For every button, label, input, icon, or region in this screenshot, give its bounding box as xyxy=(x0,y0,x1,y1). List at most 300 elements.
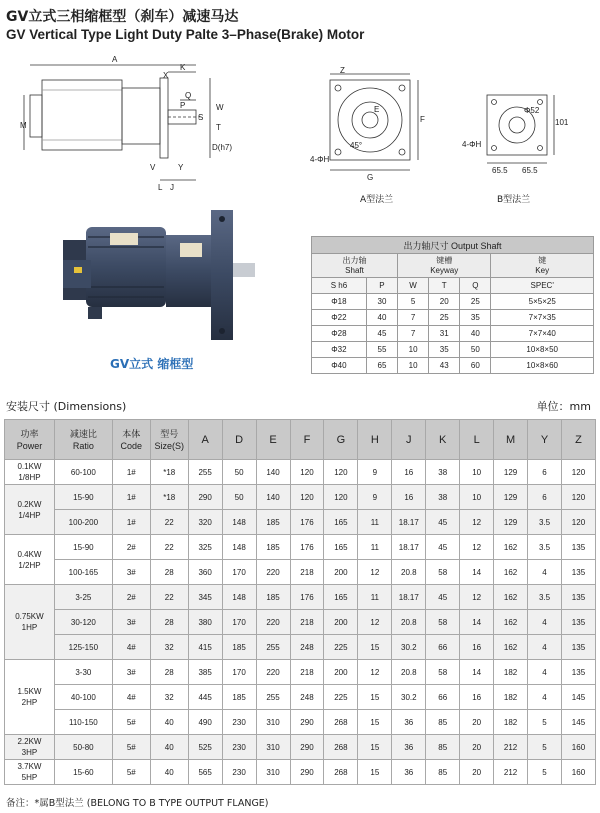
dim-cell: 162 xyxy=(494,535,528,560)
dim-cell: 16 xyxy=(460,685,494,710)
dim-cell: 140 xyxy=(256,485,290,510)
dim-cell: 565 xyxy=(188,760,222,785)
dim-cell: 3.5 xyxy=(528,535,562,560)
header-z: Z xyxy=(561,420,595,460)
dim-cell: 290 xyxy=(188,485,222,510)
dim-cell: 4 xyxy=(528,685,562,710)
dim-cell: 5# xyxy=(112,735,150,760)
dim-cell: 4 xyxy=(528,610,562,635)
dim-cell: 22 xyxy=(150,510,188,535)
dim-cell: 36 xyxy=(392,735,426,760)
shaft-cell: 50 xyxy=(460,342,491,358)
dim-cell: 12 xyxy=(358,610,392,635)
shaft-cell: 10 xyxy=(398,342,429,358)
dim-cell: 5 xyxy=(528,735,562,760)
side-label-s: S xyxy=(198,113,204,122)
dim-cell: 290 xyxy=(290,710,324,735)
header-d: D xyxy=(222,420,256,460)
header-code: 本体 Code xyxy=(112,420,150,460)
dim-cell: 15 xyxy=(358,635,392,660)
dim-cell: 185 xyxy=(222,685,256,710)
dim-cell: 212 xyxy=(494,760,528,785)
dim-cell: 38 xyxy=(426,460,460,485)
dim-cell: 125-150 xyxy=(54,635,112,660)
dim-cell: 162 xyxy=(494,610,528,635)
side-label-y: Y xyxy=(178,163,184,172)
dim-cell: 1# xyxy=(112,460,150,485)
dim-cell: 135 xyxy=(561,585,595,610)
dim-cell: 182 xyxy=(494,685,528,710)
dim-cell: 30.2 xyxy=(392,635,426,660)
dim-cell: 38 xyxy=(426,485,460,510)
motor-photo xyxy=(58,205,258,345)
dim-cell: 120 xyxy=(561,510,595,535)
dim-cell: 15-90 xyxy=(54,485,112,510)
dim-cell: 18.17 xyxy=(392,535,426,560)
shaft-row xyxy=(312,310,594,326)
dim-cell: 22 xyxy=(150,535,188,560)
side-label-d: D(h7) xyxy=(212,143,233,152)
table-row xyxy=(5,585,596,610)
shaft-cell: Φ40 xyxy=(312,358,367,374)
page-title-en: GV Vertical Type Light Duty Palte 3–Phase(Brake) Motor xyxy=(6,27,365,42)
dim-cell: 225 xyxy=(324,635,358,660)
shaft-row xyxy=(312,294,594,310)
shaft-group-header: 出力轴 Shaft xyxy=(312,254,398,278)
dim-cell: 129 xyxy=(494,485,528,510)
sub-header-s: S h6 xyxy=(312,278,367,294)
dim-cell: 15 xyxy=(358,760,392,785)
shaft-cell: 40 xyxy=(460,326,491,342)
dim-cell: *18 xyxy=(150,460,188,485)
side-label-l: L xyxy=(158,183,163,192)
dim-cell: 18.17 xyxy=(392,510,426,535)
dim-cell: 185 xyxy=(256,535,290,560)
dim-cell: 3# xyxy=(112,660,150,685)
dim-cell: 165 xyxy=(324,510,358,535)
header-l: L xyxy=(460,420,494,460)
table-row xyxy=(5,735,596,760)
dim-cell: 4 xyxy=(528,660,562,685)
dim-cell: 5 xyxy=(528,710,562,735)
dim-cell: 15-60 xyxy=(54,760,112,785)
dim-cell: 6 xyxy=(528,460,562,485)
table-row xyxy=(5,510,596,535)
dim-cell: 220 xyxy=(256,660,290,685)
dim-cell: 360 xyxy=(188,560,222,585)
dim-cell: 176 xyxy=(290,535,324,560)
dim-cell: 3-25 xyxy=(54,585,112,610)
dim-cell: *18 xyxy=(150,485,188,510)
dim-cell: 66 xyxy=(426,685,460,710)
dim-cell: 12 xyxy=(358,660,392,685)
dim-cell: 380 xyxy=(188,610,222,635)
shaft-row xyxy=(312,326,594,342)
dim-cell: 28 xyxy=(150,560,188,585)
dim-cell: 3.5 xyxy=(528,585,562,610)
dim-cell: 110-150 xyxy=(54,710,112,735)
motor-photo-caption: GV立式 缩框型 xyxy=(110,357,194,371)
sub-header-q: Q xyxy=(460,278,491,294)
shaft-cell: 10×8×60 xyxy=(491,358,594,374)
dim-cell: 5# xyxy=(112,710,150,735)
dim-cell: 290 xyxy=(290,735,324,760)
dim-cell: 255 xyxy=(188,460,222,485)
shaft-cell: 25 xyxy=(429,310,460,326)
dim-cell: 14 xyxy=(460,660,494,685)
dim-cell: 310 xyxy=(256,710,290,735)
dim-cell: 3# xyxy=(112,610,150,635)
dim-cell: 2# xyxy=(112,535,150,560)
dim-cell: 14 xyxy=(460,560,494,585)
table-row xyxy=(5,610,596,635)
footnote: 备注：*属B型法兰 (BELONG TO B TYPE OUTPUT FLANGE) xyxy=(6,798,269,809)
dim-cell: 45 xyxy=(426,535,460,560)
dim-cell: 230 xyxy=(222,735,256,760)
header-m: M xyxy=(494,420,528,460)
dim-cell: 145 xyxy=(561,710,595,735)
dim-cell: 4# xyxy=(112,635,150,660)
shaft-cell: 5 xyxy=(398,294,429,310)
dim-cell: 9 xyxy=(358,460,392,485)
shaft-cell: Φ28 xyxy=(312,326,367,342)
dim-cell: 16 xyxy=(392,460,426,485)
dim-cell: 100-200 xyxy=(54,510,112,535)
dim-cell: 230 xyxy=(222,760,256,785)
dim-cell: 170 xyxy=(222,560,256,585)
dim-cell: 220 xyxy=(256,610,290,635)
dim-cell: 120 xyxy=(290,485,324,510)
dim-cell: 385 xyxy=(188,660,222,685)
dim-cell: 3.5 xyxy=(528,510,562,535)
dim-cell: 50-80 xyxy=(54,735,112,760)
dim-cell: 1# xyxy=(112,485,150,510)
dim-cell: 5 xyxy=(528,760,562,785)
dim-cell: 255 xyxy=(256,685,290,710)
flange-b-label-101: 101 xyxy=(555,118,569,127)
dim-cell: 10 xyxy=(460,460,494,485)
dim-cell: 129 xyxy=(494,510,528,535)
dim-cell: 16 xyxy=(392,485,426,510)
side-label-m: M xyxy=(20,121,27,130)
dim-cell: 185 xyxy=(222,635,256,660)
dim-cell: 129 xyxy=(494,460,528,485)
dim-cell: 20 xyxy=(460,735,494,760)
dim-cell: 12 xyxy=(460,535,494,560)
dim-cell: 3# xyxy=(112,560,150,585)
header-h: H xyxy=(358,420,392,460)
dim-cell: 310 xyxy=(256,760,290,785)
dim-cell: 135 xyxy=(561,535,595,560)
side-label-k: K xyxy=(180,63,186,72)
dim-cell: 32 xyxy=(150,685,188,710)
dim-cell: 60-100 xyxy=(54,460,112,485)
power-cell: 2.2KW 3HP xyxy=(5,735,55,760)
side-label-v: V xyxy=(150,163,156,172)
dim-cell: 320 xyxy=(188,510,222,535)
dim-cell: 4 xyxy=(528,635,562,660)
dim-cell: 36 xyxy=(392,710,426,735)
table-row xyxy=(5,485,596,510)
flange-b-drawing xyxy=(462,85,567,175)
dim-cell: 218 xyxy=(290,660,324,685)
dim-cell: 200 xyxy=(324,610,358,635)
sub-header-spec: SPEC' xyxy=(491,278,594,294)
shaft-cell: 30 xyxy=(366,294,397,310)
table-row xyxy=(5,535,596,560)
shaft-cell: Φ18 xyxy=(312,294,367,310)
dim-cell: 160 xyxy=(561,760,595,785)
dim-cell: 162 xyxy=(494,560,528,585)
sub-header-p: P xyxy=(366,278,397,294)
dim-cell: 15 xyxy=(358,710,392,735)
table-row xyxy=(5,760,596,785)
shaft-row xyxy=(312,358,594,374)
dim-cell: 100-165 xyxy=(54,560,112,585)
output-shaft-table xyxy=(311,236,594,374)
power-cell: 0.2KW 1/4HP xyxy=(5,485,55,535)
dim-cell: 248 xyxy=(290,685,324,710)
flange-a-label-z: Z xyxy=(340,66,345,75)
dim-cell: 162 xyxy=(494,635,528,660)
dim-cell: 145 xyxy=(561,685,595,710)
power-cell: 0.75KW 1HP xyxy=(5,585,55,660)
shaft-cell: 43 xyxy=(429,358,460,374)
flange-b-label-655-b: 65.5 xyxy=(522,166,538,175)
dim-cell: 230 xyxy=(222,710,256,735)
unit-label: 单位：mm xyxy=(536,400,591,413)
shaft-cell: 55 xyxy=(366,342,397,358)
side-label-x: X xyxy=(163,71,169,80)
sub-header-w: W xyxy=(398,278,429,294)
dim-cell: 15-90 xyxy=(54,535,112,560)
dim-cell: 162 xyxy=(494,585,528,610)
dim-cell: 50 xyxy=(222,460,256,485)
flange-b-label-52: Φ52 xyxy=(524,106,540,115)
dim-cell: 120 xyxy=(324,460,358,485)
table-row xyxy=(5,685,596,710)
dim-cell: 176 xyxy=(290,585,324,610)
flange-b-label: B型法兰 xyxy=(497,195,531,205)
dim-cell: 11 xyxy=(358,535,392,560)
table-row xyxy=(5,660,596,685)
shaft-cell: 7 xyxy=(398,310,429,326)
sub-header-t: T xyxy=(429,278,460,294)
dim-cell: 135 xyxy=(561,660,595,685)
dim-cell: 120 xyxy=(561,460,595,485)
dim-cell: 3-30 xyxy=(54,660,112,685)
dim-cell: 185 xyxy=(256,585,290,610)
header-y: Y xyxy=(528,420,562,460)
shaft-row xyxy=(312,342,594,358)
side-label-t: T xyxy=(216,123,221,132)
shaft-cell: 31 xyxy=(429,326,460,342)
dimensions-heading: 安装尺寸 (Dimensions) xyxy=(6,400,127,413)
side-label-a: A xyxy=(112,55,118,64)
dim-cell: 182 xyxy=(494,660,528,685)
dim-cell: 15 xyxy=(358,735,392,760)
dim-cell: 14 xyxy=(460,610,494,635)
dim-cell: 85 xyxy=(426,735,460,760)
dim-cell: 170 xyxy=(222,660,256,685)
dim-cell: 16 xyxy=(460,635,494,660)
dim-cell: 6 xyxy=(528,485,562,510)
table-row xyxy=(5,460,596,485)
power-cell: 0.4KW 1/2HP xyxy=(5,535,55,585)
dim-cell: 148 xyxy=(222,585,256,610)
header-power: 功率 Power xyxy=(5,420,55,460)
dim-cell: 176 xyxy=(290,510,324,535)
dim-cell: 20.8 xyxy=(392,610,426,635)
dim-cell: 525 xyxy=(188,735,222,760)
dim-cell: 140 xyxy=(256,460,290,485)
dim-cell: 20.8 xyxy=(392,660,426,685)
dim-cell: 36 xyxy=(392,760,426,785)
dim-cell: 160 xyxy=(561,735,595,760)
dim-cell: 40 xyxy=(150,735,188,760)
flange-b-label-holes: 4-ΦH xyxy=(462,140,482,149)
flange-a-label-f: F xyxy=(420,115,425,124)
header-f: F xyxy=(290,420,324,460)
dim-cell: 32 xyxy=(150,635,188,660)
dim-cell: 185 xyxy=(256,510,290,535)
flange-a-drawing xyxy=(310,66,430,185)
power-cell: 0.1KW 1/8HP xyxy=(5,460,55,485)
shaft-cell: 20 xyxy=(429,294,460,310)
shaft-cell: 35 xyxy=(429,342,460,358)
dim-cell: 30-120 xyxy=(54,610,112,635)
flange-b-label-655-a: 65.5 xyxy=(492,166,508,175)
dim-cell: 10 xyxy=(460,485,494,510)
dim-cell: 58 xyxy=(426,610,460,635)
dim-cell: 135 xyxy=(561,560,595,585)
dim-cell: 4 xyxy=(528,560,562,585)
dim-cell: 290 xyxy=(290,760,324,785)
dim-cell: 200 xyxy=(324,660,358,685)
dim-cell: 490 xyxy=(188,710,222,735)
shaft-cell: 60 xyxy=(460,358,491,374)
side-label-j: J xyxy=(170,183,174,192)
side-label-w: W xyxy=(216,103,224,112)
dim-cell: 182 xyxy=(494,710,528,735)
dim-cell: 5# xyxy=(112,760,150,785)
dim-cell: 85 xyxy=(426,710,460,735)
dim-cell: 45 xyxy=(426,585,460,610)
dim-cell: 415 xyxy=(188,635,222,660)
dim-cell: 120 xyxy=(324,485,358,510)
side-label-q: Q xyxy=(185,91,192,100)
shaft-cell: 7×7×35 xyxy=(491,310,594,326)
dim-cell: 20.8 xyxy=(392,560,426,585)
side-label-p: P xyxy=(180,101,186,110)
header-g: G xyxy=(324,420,358,460)
dim-cell: 120 xyxy=(290,460,324,485)
dim-cell: 11 xyxy=(358,510,392,535)
dimensions-table xyxy=(4,419,596,785)
table-row xyxy=(5,560,596,585)
dim-cell: 58 xyxy=(426,560,460,585)
power-cell: 1.5KW 2HP xyxy=(5,660,55,735)
dim-cell: 18.17 xyxy=(392,585,426,610)
table-row xyxy=(5,710,596,735)
dim-cell: 200 xyxy=(324,560,358,585)
shaft-cell: 45 xyxy=(366,326,397,342)
dim-cell: 268 xyxy=(324,760,358,785)
dim-cell: 325 xyxy=(188,535,222,560)
header-ratio: 减速比 Ratio xyxy=(54,420,112,460)
dim-cell: 148 xyxy=(222,510,256,535)
dim-cell: 85 xyxy=(426,760,460,785)
shaft-cell: 25 xyxy=(460,294,491,310)
shaft-cell: 40 xyxy=(366,310,397,326)
dim-cell: 135 xyxy=(561,635,595,660)
dim-cell: 165 xyxy=(324,585,358,610)
dim-cell: 22 xyxy=(150,585,188,610)
shaft-cell: 7×7×40 xyxy=(491,326,594,342)
dim-cell: 28 xyxy=(150,610,188,635)
flange-a-label-g: G xyxy=(367,173,374,182)
output-shaft-title: 出力轴尺寸 Output Shaft xyxy=(312,237,594,254)
flange-a-label-holes: 4-ΦH xyxy=(310,155,330,164)
dim-cell: 120 xyxy=(561,485,595,510)
dim-cell: 12 xyxy=(460,585,494,610)
power-cell: 3.7KW 5HP xyxy=(5,760,55,785)
dim-cell: 218 xyxy=(290,610,324,635)
shaft-cell: 5×5×25 xyxy=(491,294,594,310)
key-group-header: 键 Key xyxy=(491,254,594,278)
flange-a-label-angle: 45° xyxy=(350,141,363,150)
dim-cell: 135 xyxy=(561,610,595,635)
dim-cell: 45 xyxy=(426,510,460,535)
dim-cell: 12 xyxy=(460,510,494,535)
dim-cell: 28 xyxy=(150,660,188,685)
shaft-cell: 7 xyxy=(398,326,429,342)
dim-cell: 218 xyxy=(290,560,324,585)
table-row xyxy=(5,635,596,660)
dim-cell: 40 xyxy=(150,710,188,735)
dim-cell: 170 xyxy=(222,610,256,635)
dim-cell: 148 xyxy=(222,535,256,560)
dim-cell: 310 xyxy=(256,735,290,760)
dim-cell: 225 xyxy=(324,685,358,710)
dim-cell: 268 xyxy=(324,710,358,735)
header-j: J xyxy=(392,420,426,460)
header-size: 型号 Size(S) xyxy=(150,420,188,460)
header-a: A xyxy=(188,420,222,460)
shaft-cell: Φ32 xyxy=(312,342,367,358)
dim-cell: 4# xyxy=(112,685,150,710)
dim-cell: 2# xyxy=(112,585,150,610)
dim-cell: 165 xyxy=(324,535,358,560)
dim-cell: 248 xyxy=(290,635,324,660)
dim-cell: 50 xyxy=(222,485,256,510)
shaft-cell: 35 xyxy=(460,310,491,326)
shaft-cell: 10×8×50 xyxy=(491,342,594,358)
page-title-cn: GV立式三相缩框型（刹车）减速马达 xyxy=(6,9,239,25)
header-e: E xyxy=(256,420,290,460)
flange-a-label-e: E xyxy=(374,105,380,114)
shaft-cell: 10 xyxy=(398,358,429,374)
dim-cell: 12 xyxy=(358,560,392,585)
dim-cell: 15 xyxy=(358,685,392,710)
dim-cell: 66 xyxy=(426,635,460,660)
dim-cell: 255 xyxy=(256,635,290,660)
dim-cell: 58 xyxy=(426,660,460,685)
dim-cell: 220 xyxy=(256,560,290,585)
shaft-cell: 65 xyxy=(366,358,397,374)
keyway-group-header: 键槽 Keyway xyxy=(398,254,491,278)
dim-cell: 20 xyxy=(460,710,494,735)
